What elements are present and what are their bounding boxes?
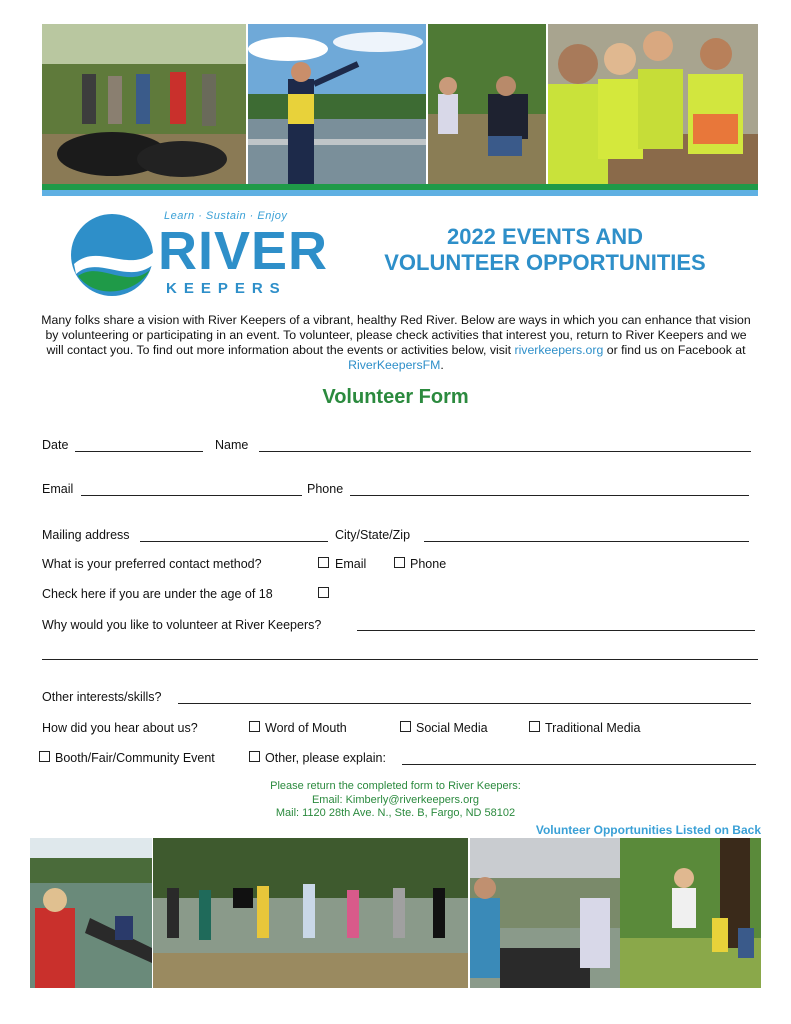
contact-phone-checkbox[interactable]: [394, 557, 405, 568]
city-state-zip-label: City/State/Zip: [335, 528, 411, 542]
traditional-media-checkbox[interactable]: [529, 721, 540, 732]
page-title-line1: 2022 EVENTS AND: [446, 224, 644, 249]
logo-word-keepers: KEEPERS: [166, 280, 287, 297]
river-swirl-icon: [68, 212, 160, 298]
booth-event-checkbox[interactable]: [39, 751, 50, 762]
contact-method-question: What is your preferred contact method?: [42, 557, 262, 571]
return-info-line1: Please return the completed form to River Keepers:: [270, 780, 521, 792]
website-link[interactable]: riverkeepers.org: [514, 343, 604, 357]
phone-label: Phone: [307, 482, 344, 496]
social-media-checkbox[interactable]: [400, 721, 411, 732]
hear-about-us-question: How did you hear about us?: [42, 721, 198, 735]
under-18-question: Check here if you are under the age of 18: [42, 587, 273, 601]
top-blue-band: [42, 190, 758, 196]
contact-email-label: Email: [335, 557, 367, 571]
other-source-field[interactable]: [402, 764, 756, 765]
under-18-checkbox[interactable]: [318, 587, 329, 598]
logo-tagline: Learn · Sustain · Enjoy: [164, 210, 288, 222]
date-field[interactable]: [75, 451, 203, 452]
logo: [68, 208, 329, 300]
facebook-link[interactable]: RiverKeepersFM: [348, 358, 441, 372]
photo-volunteer-bridge: [248, 24, 426, 184]
form-title: Volunteer Form: [322, 386, 469, 408]
email-field[interactable]: [81, 495, 302, 496]
traditional-media-label: Traditional Media: [545, 721, 641, 735]
return-mail-address: Mail: 1120 28th Ave. N., Ste. B, Fargo, ND 58102: [275, 807, 516, 819]
return-info: [0, 780, 791, 821]
word-of-mouth-checkbox[interactable]: [249, 721, 260, 732]
other-source-checkbox[interactable]: [249, 751, 260, 762]
intro-paragraph: [40, 313, 752, 373]
photo-family-park: [620, 838, 761, 988]
mailing-address-label: Mailing address: [42, 528, 130, 542]
photo-cleanup-group: [42, 24, 246, 184]
intro-text-1: Many folks share a vision with River Keepers of a vibrant, healthy Red River. Below are ways in which you can enhance that vision by volunteering or participating in an event. To volunteer, please check activities that interest you, return to River Keepers and we will contact you. To find out more information about the events or activities below, visit: [41, 313, 751, 357]
booth-event-label: Booth/Fair/Community Event: [55, 751, 215, 765]
other-interests-label: Other interests/skills?: [42, 690, 162, 704]
word-of-mouth-label: Word of Mouth: [265, 721, 347, 735]
photo-planting: [428, 24, 546, 184]
page-title: [380, 224, 710, 276]
city-state-zip-field[interactable]: [424, 541, 749, 542]
intro-text-3: .: [440, 358, 444, 372]
why-volunteer-question: Why would you like to volunteer at River Keepers?: [42, 618, 322, 632]
photo-outdoor-table: [470, 838, 620, 988]
logo-word-river: RIVER: [158, 221, 329, 281]
name-field[interactable]: [259, 451, 751, 452]
back-page-note: Volunteer Opportunities Listed on Back: [535, 823, 761, 837]
date-label: Date: [42, 438, 69, 452]
contact-email-checkbox[interactable]: [318, 557, 329, 568]
email-label: Email: [42, 482, 74, 496]
return-email[interactable]: Email: Kimberly@riverkeepers.org: [311, 793, 480, 806]
mailing-address-field[interactable]: [140, 541, 328, 542]
why-volunteer-field-1[interactable]: [357, 630, 755, 631]
page-title-line2: VOLUNTEER OPPORTUNITIES: [384, 250, 706, 275]
contact-phone-label: Phone: [410, 557, 447, 571]
other-source-label: Other, please explain:: [265, 751, 386, 765]
why-volunteer-field-2[interactable]: [42, 659, 758, 660]
other-interests-field[interactable]: [178, 703, 751, 704]
intro-text-2: or find us on Facebook at: [603, 343, 746, 357]
photo-group-pose: [153, 838, 468, 988]
social-media-label: Social Media: [416, 721, 488, 735]
photo-vests-group: [548, 24, 758, 184]
phone-field[interactable]: [350, 495, 749, 496]
photo-canoe: [30, 838, 152, 988]
name-label: Name: [215, 438, 249, 452]
